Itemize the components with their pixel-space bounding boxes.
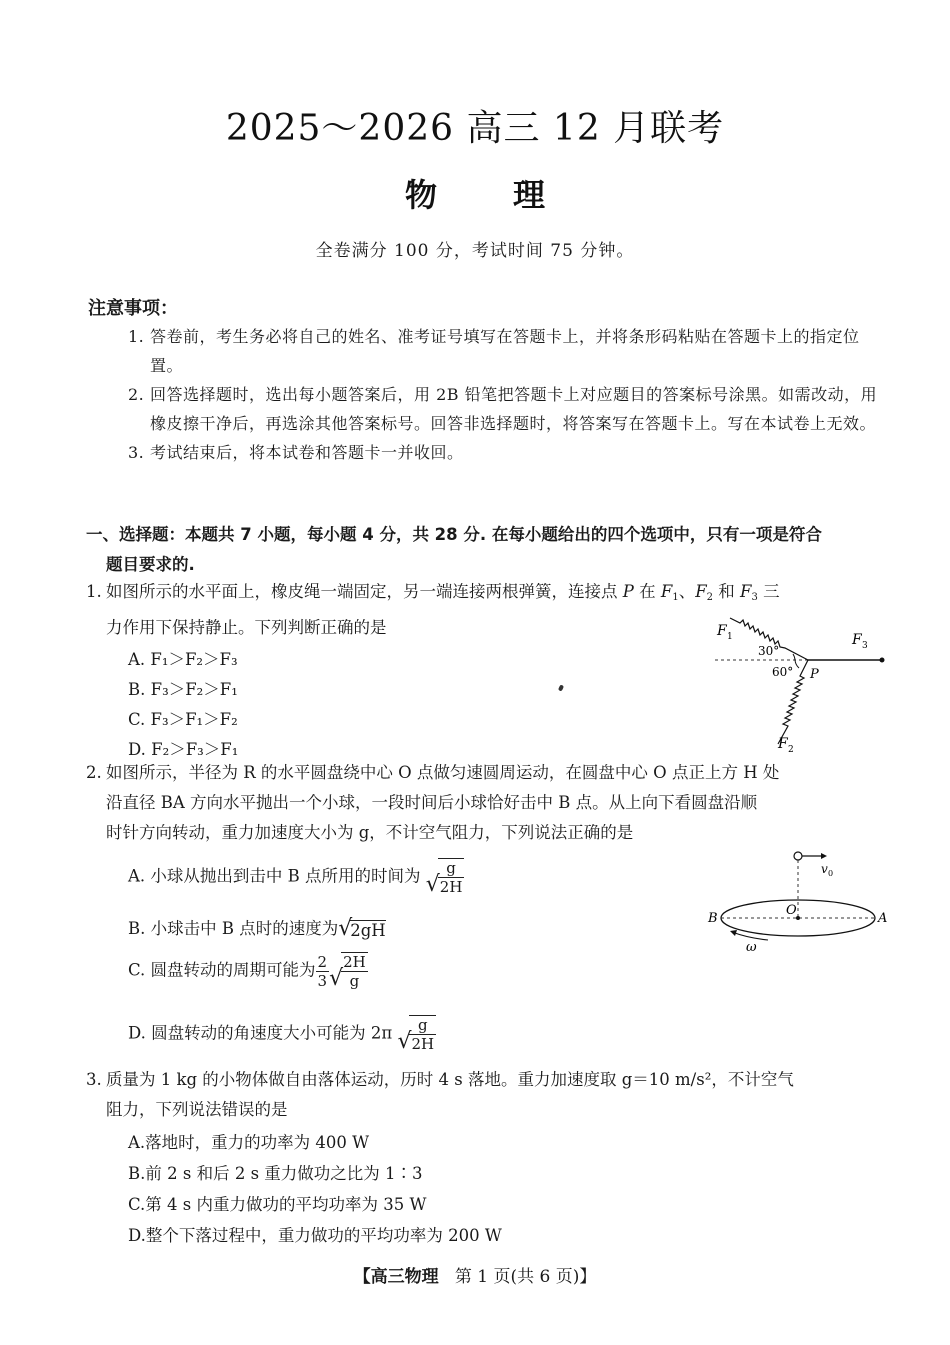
- subject-char-2: 理: [513, 176, 546, 214]
- rotating-disk-diagram: [690, 840, 900, 960]
- note-item: 3. 考试结束后，将本试卷和答题卡一并收回。: [128, 443, 464, 462]
- option-3a[interactable]: A.落地时，重力的功率为 400 W: [128, 1133, 370, 1152]
- svg-text:ω: ω: [746, 940, 757, 955]
- spring-force-diagram: [700, 610, 900, 760]
- option-1c[interactable]: C. F₃＞F₁＞F₂: [128, 710, 238, 729]
- svg-text:O: O: [786, 903, 797, 918]
- notes-list: [128, 322, 888, 467]
- option-2b[interactable]: B. 小球击中 B 点时的速度为 √ 2gH: [128, 915, 386, 941]
- svg-text:P: P: [810, 667, 819, 682]
- option-2d[interactable]: D. 圆盘转动的角速度大小可能为 2π √ $\frac{g}{2H}$: [128, 1016, 435, 1054]
- svg-text:A: A: [878, 911, 888, 926]
- option-2a[interactable]: A. 小球从抛出到击中 B 点所用的时间为 √ $\frac{g}{2H}$: [128, 859, 463, 897]
- exam-meta: 全卷满分 100 分，考试时间 75 分钟。: [315, 241, 635, 261]
- svg-text:1: 1: [727, 632, 733, 642]
- sqrt-expression: √ $\frac{g}{2H}$: [397, 1016, 435, 1054]
- sqrt-expression: √ $\frac{g}{2H}$: [425, 859, 463, 897]
- option-1b[interactable]: B. F₃＞F₂＞F₁: [128, 680, 238, 699]
- svg-text:30°: 30°: [758, 644, 780, 658]
- question-stem: 2. 如图所示，半径为 R 的水平圆盘绕中心 O 点做匀速圆周运动，在圆盘中心 O 点正上方 H 处 沿直径 BA 方向水平抛出一个小球，一段时间后小球恰好击中 B 点。从上向下看圆盘沿顺 时针方向转动，重力加速度大小为 g，不计空气阻力，下列说法正确的是: [86, 763, 780, 842]
- option-2c[interactable]: C. 圆盘转动的周期可能为 $\frac{2}{3}$ √ $\frac{2H}{g}$: [128, 952, 366, 991]
- svg-text:0: 0: [828, 869, 834, 878]
- question-3: [86, 1065, 896, 1125]
- svg-text:B: B: [708, 911, 718, 926]
- svg-text:F: F: [778, 736, 788, 752]
- question-stem: 3. 质量为 1 kg 的小物体做自由落体运动，历时 4 s 落地。重力加速度取 g＝10 m/s²，不计空气 阻力，下列说法错误的是: [86, 1070, 794, 1119]
- section-heading: 一、选择题：本题共 7 小题，每小题 4 分，共 28 分. 在每小题给出的四个选项中，只有一项是符合 题目要求的.: [86, 525, 822, 574]
- stray-mark: [558, 684, 564, 691]
- sqrt-expression: √ $\frac{2H}{g}$: [329, 953, 366, 991]
- option-1a[interactable]: A. F₁＞F₂＞F₃: [128, 650, 238, 669]
- option-3c[interactable]: C.第 4 s 内重力做功的平均功率为 35 W: [128, 1195, 427, 1214]
- svg-text:60°: 60°: [772, 665, 794, 679]
- option-1d[interactable]: D. F₂＞F₃＞F₁: [128, 740, 239, 759]
- svg-text:F: F: [717, 623, 727, 639]
- sqrt-expression: √ 2gH: [338, 915, 386, 941]
- svg-text:2: 2: [788, 745, 794, 755]
- subject-char-1: 物: [404, 176, 437, 214]
- question-stem: 1. 如图所示的水平面上，橡皮绳一端固定，另一端连接两根弹簧，连接点 P 在 $F_1$、$F_2$ 和 $F_3$ 三 力作用下保持静止。下列判断正确的是: [86, 582, 780, 637]
- option-3b[interactable]: B.前 2 s 和后 2 s 重力做功之比为 1∶3: [128, 1164, 423, 1183]
- option-3d[interactable]: D.整个下落过程中，重力做功的平均功率为 200 W: [128, 1226, 502, 1245]
- svg-text:F: F: [852, 632, 862, 648]
- question-2: [86, 758, 896, 848]
- note-item: 2. 回答选择题时，选出每小题答案后，用 2B 铅笔把答题卡上对应题目的答案标号涂黑。如需改动，用橡皮擦干净后，再选涂其他答案标号。回答非选择题时，将答案写在答题卡上。写在本试卷上无效。: [128, 385, 878, 433]
- svg-text:3: 3: [862, 641, 868, 651]
- notes-heading: 注意事项：: [88, 298, 178, 319]
- note-item: 1. 答卷前，考生务必将自己的姓名、准考证号填写在答题卡上，并将条形码粘贴在答题卡上的指定位置。: [128, 327, 860, 375]
- exam-title: 2025～2026 高三 12 月联考: [225, 108, 725, 149]
- svg-text:v: v: [821, 862, 828, 876]
- subject-title: [0, 170, 950, 216]
- page-footer: 【高三物理 第 1 页(共 6 页)】: [353, 1267, 597, 1287]
